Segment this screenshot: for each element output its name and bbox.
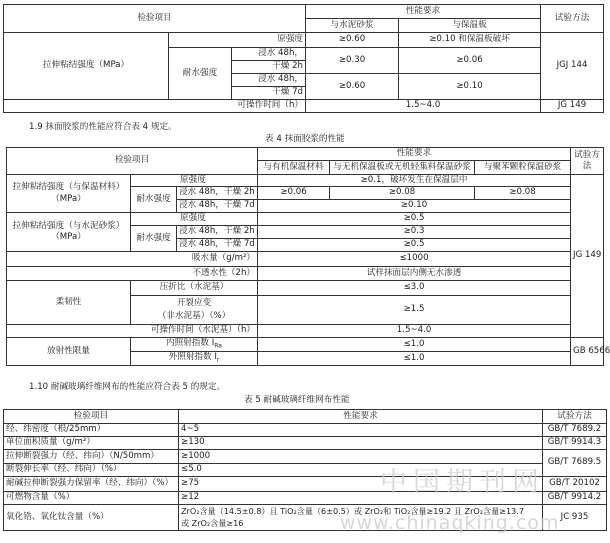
cell-value: ≥0.10 和保温板破坏 xyxy=(399,33,541,48)
cell-method: GB/T 9914.3 xyxy=(543,437,607,450)
cell-value: ≥0.5 xyxy=(258,239,571,252)
cell-method: JGJ 144 xyxy=(541,33,604,100)
cell-value: ≥1000 xyxy=(179,450,543,464)
cell-method: JG 149 xyxy=(541,100,604,113)
cell-method: GB/T 9914.2 xyxy=(543,492,607,505)
cell-flex-ratio: 压折比（水泥基） xyxy=(131,281,258,296)
cell-value: ≥130 xyxy=(179,437,543,450)
header-item: 检验项目 xyxy=(4,410,179,424)
cell-value: ≤1.0 xyxy=(258,338,571,352)
cell-value: ≤1000 xyxy=(258,252,571,267)
paragraph-1-10: 1.10 耐碱玻璃纤维网布的性能应符合表 5 的规定。 xyxy=(29,382,226,392)
cell-item: 氧化锆、氧化钛含量（%） xyxy=(4,505,179,531)
cell-value: ≥75 xyxy=(179,477,543,492)
row-group-label: 拉伸粘结强度（与保温材料）（MPa） xyxy=(7,175,131,213)
cell-value: ≥0.60 xyxy=(306,74,399,100)
cell-value: ≤1.0 xyxy=(258,352,571,366)
watermark-logo-text: 中国期刊网 xyxy=(380,467,545,498)
cell-value: ≥0.06 xyxy=(258,187,330,200)
cell-internal-index: 内照射指数 $I_{Ra}$ xyxy=(131,338,258,352)
watermark-url: www.chinaqking.com xyxy=(340,512,560,534)
header-requirement: 性能要求 xyxy=(179,410,543,424)
header-requirement: 性能要求 xyxy=(306,5,541,19)
cell-condition: 浸水 48h，干燥 2h xyxy=(177,226,258,239)
cell-method: JC 935 xyxy=(543,505,607,531)
header-item: 检验项目 xyxy=(7,148,258,175)
header-method: 试验方法 xyxy=(543,410,607,424)
cell-condition: 浸水 48h，干燥 2h xyxy=(177,187,258,200)
cell-value: ≥0.08 xyxy=(330,187,475,200)
cell-value: 试样抹面层内侧无水渗透 xyxy=(258,267,571,281)
cell-value: ≤5.0 xyxy=(179,464,543,477)
header-sub-organic: 与有机保温材料 xyxy=(258,161,330,175)
cell-flexibility: 柔韧性 xyxy=(7,281,131,325)
cell-value: ≥0.30 xyxy=(306,48,399,74)
table-5-caption: 表 5 耐碱玻璃纤维网布性能 xyxy=(244,395,350,405)
table-bonding-strength xyxy=(3,4,604,113)
cell-crack-strain: 开裂应变 （非水泥基）（%） xyxy=(131,296,258,325)
header-item: 检验项目 xyxy=(4,5,306,33)
header-sub-eps-mortar: 与聚苯颗粒保温砂浆 xyxy=(475,161,571,175)
cell-original-strength: 原强度 xyxy=(131,175,258,187)
cell-method: GB/T 7689.5 xyxy=(543,450,607,477)
cell-value: 1.5~4.0 xyxy=(258,325,571,338)
header-sub-inorganic: 与无机保温板或无机轻集料保温砂浆 xyxy=(330,161,475,175)
cell-item: 断裂伸长率（经、纬向）（%） xyxy=(4,464,179,477)
cell-value: ZrO₂含量（14.5±0.8）且 TiO₂含量（6±0.5）或 ZrO₂和 TiO₂含量≥19.2 且 ZrO₂含量≥13.7 或 ZrO₂含量≥16 xyxy=(179,505,543,531)
cell-condition: 浸水 48h，干燥 7d xyxy=(177,200,258,213)
cell-condition: 浸水 48h， xyxy=(232,48,306,61)
cell-method: GB/T 7689.2 xyxy=(543,424,607,437)
cell-original-strength: 原强度 xyxy=(131,213,258,226)
cell-external-index: 外照射指数 $I_r$ xyxy=(131,352,258,366)
header-requirement: 性能要求 xyxy=(258,148,571,161)
cell-condition: 浸水 48h，干燥 7d xyxy=(177,239,258,252)
cell-value: 1.5~4.0 xyxy=(306,100,541,113)
cell-condition: 干燥 2h xyxy=(232,61,306,74)
cell-value: ≥0.10 xyxy=(258,200,571,213)
cell-value: ≥12 xyxy=(179,492,543,505)
cell-value: ≥0.1，破坏发生在保温层中 xyxy=(258,175,571,187)
table-4-plaster-mortar xyxy=(6,147,610,366)
cell-value: ≥0.5 xyxy=(258,213,571,226)
cell-method: GB/T 20102 xyxy=(543,477,607,492)
cell-operable-time: 可操作时间（水泥基）（h） xyxy=(7,325,258,338)
cell-condition: 干燥 7d xyxy=(232,87,306,100)
cell-item: 耐碱拉伸断裂强力保留率（经、纬向）（%） xyxy=(4,477,179,492)
cell-item: 单位面积质量（g/m²） xyxy=(4,437,179,450)
cell-value: ≥0.3 xyxy=(258,226,571,239)
cell-water-resistance: 耐水强度 xyxy=(169,48,232,100)
cell-original-strength: 原强度 xyxy=(169,33,306,48)
header-sub-board: 与保温板 xyxy=(399,19,541,33)
cell-item: 可燃物含量（%） xyxy=(4,492,179,505)
cell-value: 4~5 xyxy=(179,424,543,437)
table-4-caption: 表 4 抹面胶浆的性能 xyxy=(265,134,345,144)
cell-radioactivity: 放射性限量 xyxy=(7,338,131,366)
cell-operable-time: 可操作时间（h） xyxy=(4,100,306,113)
cell-water-absorption: 吸水量（g/m²） xyxy=(7,252,258,267)
cell-item: 经、纬密度（根/25mm） xyxy=(4,424,179,437)
cell-value: ≥0.06 xyxy=(399,48,541,74)
cell-item: 拉伸断裂强力（经、纬向）（N/50mm） xyxy=(4,450,179,464)
cell-impermeability: 不透水性（2h） xyxy=(7,267,258,281)
cell-value: ≥0.60 xyxy=(306,33,399,48)
cell-water-resistance: 耐水强度 xyxy=(131,226,177,252)
cell-condition: 浸水 48h， xyxy=(232,74,306,87)
row-group-label: 拉伸粘结强度（MPa） xyxy=(4,33,169,100)
header-method: 试验方法 xyxy=(571,148,604,175)
cell-value: ≥1.5 xyxy=(258,296,571,325)
cell-water-resistance: 耐水强度 xyxy=(131,187,177,213)
header-method: 试验方法 xyxy=(541,5,604,33)
cell-value: ≤3.0 xyxy=(258,281,571,296)
cell-value: ≥0.10 xyxy=(399,74,541,100)
row-group-label: 拉伸粘结强度（与水泥砂浆）（MPa） xyxy=(7,213,131,252)
paragraph-1-9: 1.9 抹面胶浆的性能应符合表 4 规定。 xyxy=(29,122,177,132)
cell-method: GB 6566 xyxy=(571,338,604,366)
header-sub-cement: 与水泥砂浆 xyxy=(306,19,399,33)
cell-method: JG 149 xyxy=(571,175,604,338)
cell-value: ≥0.08 xyxy=(475,187,571,200)
